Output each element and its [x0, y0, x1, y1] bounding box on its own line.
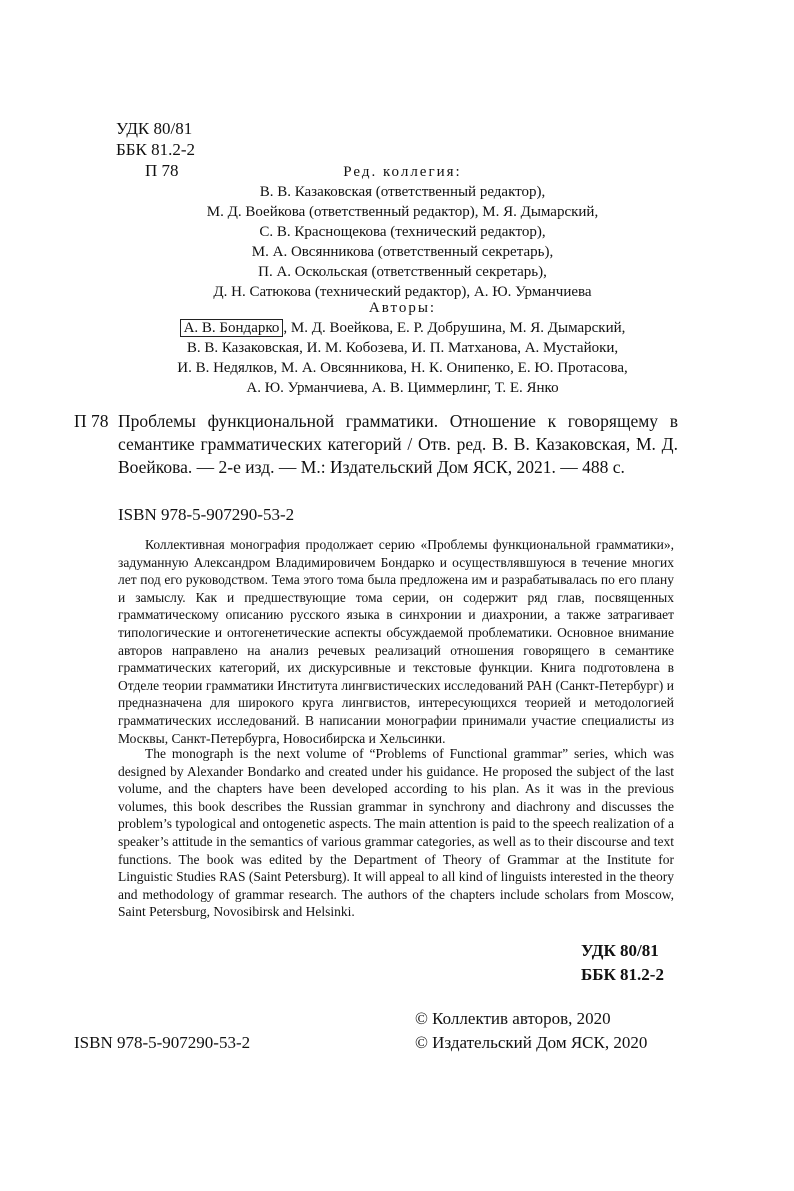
boxed-author-name: А. В. Бондарко: [180, 319, 284, 337]
editorial-board-line: М. А. Овсянникова (ответственный секретарь),: [251, 244, 554, 260]
bbk-code-bottom: ББК 81.2-2: [581, 965, 664, 984]
authors-heading: Авторы:: [368, 300, 437, 316]
editorial-board-line: В. В. Казаковская (ответственный редактор),: [259, 184, 546, 200]
udk-code-bottom: УДК 80/81: [581, 941, 659, 960]
annotation-english: [118, 745, 674, 921]
editorial-board-line: П. А. Оскольская (ответственный секретарь),: [258, 264, 547, 280]
authors-line: А. Ю. Урманчиева, А. В. Циммерлинг, Т. Е. Янко: [246, 380, 559, 396]
annotation-russian-text: Коллективная монография продолжает серию «Проблемы функциональной грамматики», задуманную Александром Владимировичем Бондарко и осуществлявшуюся в течение многих лет под его руководством. Тема этого тома была предложена им и разрабатывалась по его плану и замыслу. Как и предшествующие тома серии, он содержит ряд глав, посвященных грамматическому описанию русского языка в синхронии и диахронии, а также затрагивает типологические и онтогенетические аспекты обсуждаемой проблематики. Основное внимание авторов направлено на анализ речевых реализаций отношения говорящего в семантике грамматических категорий, их дискурсивные и текстовые функции. Книга подготовлена в Отделе теории грамматики Института лингвистических исследований РАН (Санкт-Петербург) и предназначена для широкого круга лингвистов, интересующихся теорией и методологией грамматических исследований. В написании монографии принимали участие специалисты из Москвы, Санкт-Петербурга, Новосибирска и Хельсинки.: [118, 537, 674, 746]
authors-line: [150, 318, 655, 338]
author-mark: П 78: [145, 161, 179, 180]
authors-line-rest: , М. Д. Воейкова, Е. Р. Добрушина, М. Я. Дымарский,: [283, 320, 626, 336]
authors-line: И. В. Недялков, М. А. Овсянникова, Н. К. Онипенко, Е. Ю. Протасова,: [177, 360, 628, 376]
editorial-board-line: С. В. Краснощекова (технический редактор),: [259, 224, 546, 240]
authors-line: В. В. Казаковская, И. М. Кобозева, И. П. Матханова, А. Мустайоки,: [186, 340, 619, 356]
entry-code: П 78: [74, 411, 109, 431]
bbk-code: ББК 81.2-2: [116, 140, 196, 159]
annotation-russian: [118, 536, 674, 747]
editorial-board-heading: Ред. коллегия:: [343, 164, 462, 180]
annotation-english-text: The monograph is the next volume of “Problems of Functional grammar” series, which was designed by Alexander Bondarko and created under his guidance. He proposed the subject of the last volume, and the chapters have been developed according to his plan. As it was in the previous volumes, this book describes the Russian grammar in synchrony and diachrony and discusses the problem’s typological and ontogenetic aspects. The main attention is paid to the speech realization of a speaker’s attitude in the semantics of various grammar categories, as well as to their discourse and text functions. The book was edited by the Department of Theory of Grammar at the Institute for Linguistic Studies RAS (Saint Petersburg). It will appeal to all kind of linguists interested in the theory and methodology of grammar research. The authors of the chapters include scholars from Moscow, Saint Petersburg, Novosibirsk and Helsinki.: [118, 746, 674, 920]
authors-list: [150, 298, 655, 398]
copyright-line: © Издательский Дом ЯСК, 2020: [415, 1033, 648, 1052]
entry-text: Проблемы функциональной грамматики. Отношение к говорящему в семантике грамматических категорий / Отв. ред. В. В. Казаковская, М. Д. Воейкова. — 2-е изд. — М.: Издательский Дом ЯСК, 2021. — 488 с.: [118, 411, 678, 477]
copyright-line: © Коллектив авторов, 2020: [415, 1009, 611, 1028]
isbn-bottom: ISBN 978-5-907290-53-2: [74, 1033, 251, 1052]
classification-codes-bottom: [581, 939, 664, 987]
copyright-block: [415, 1007, 647, 1055]
isbn-main: ISBN 978-5-907290-53-2: [118, 505, 295, 524]
editorial-board-line: Д. Н. Сатюкова (технический редактор), А. Ю. Урманчиева: [213, 284, 592, 300]
editorial-board: [150, 162, 655, 302]
udk-code: УДК 80/81: [116, 119, 193, 138]
editorial-board-line: М. Д. Воейкова (ответственный редактор), М. Я. Дымарский,: [206, 204, 599, 220]
bibliographic-entry: [74, 410, 678, 479]
